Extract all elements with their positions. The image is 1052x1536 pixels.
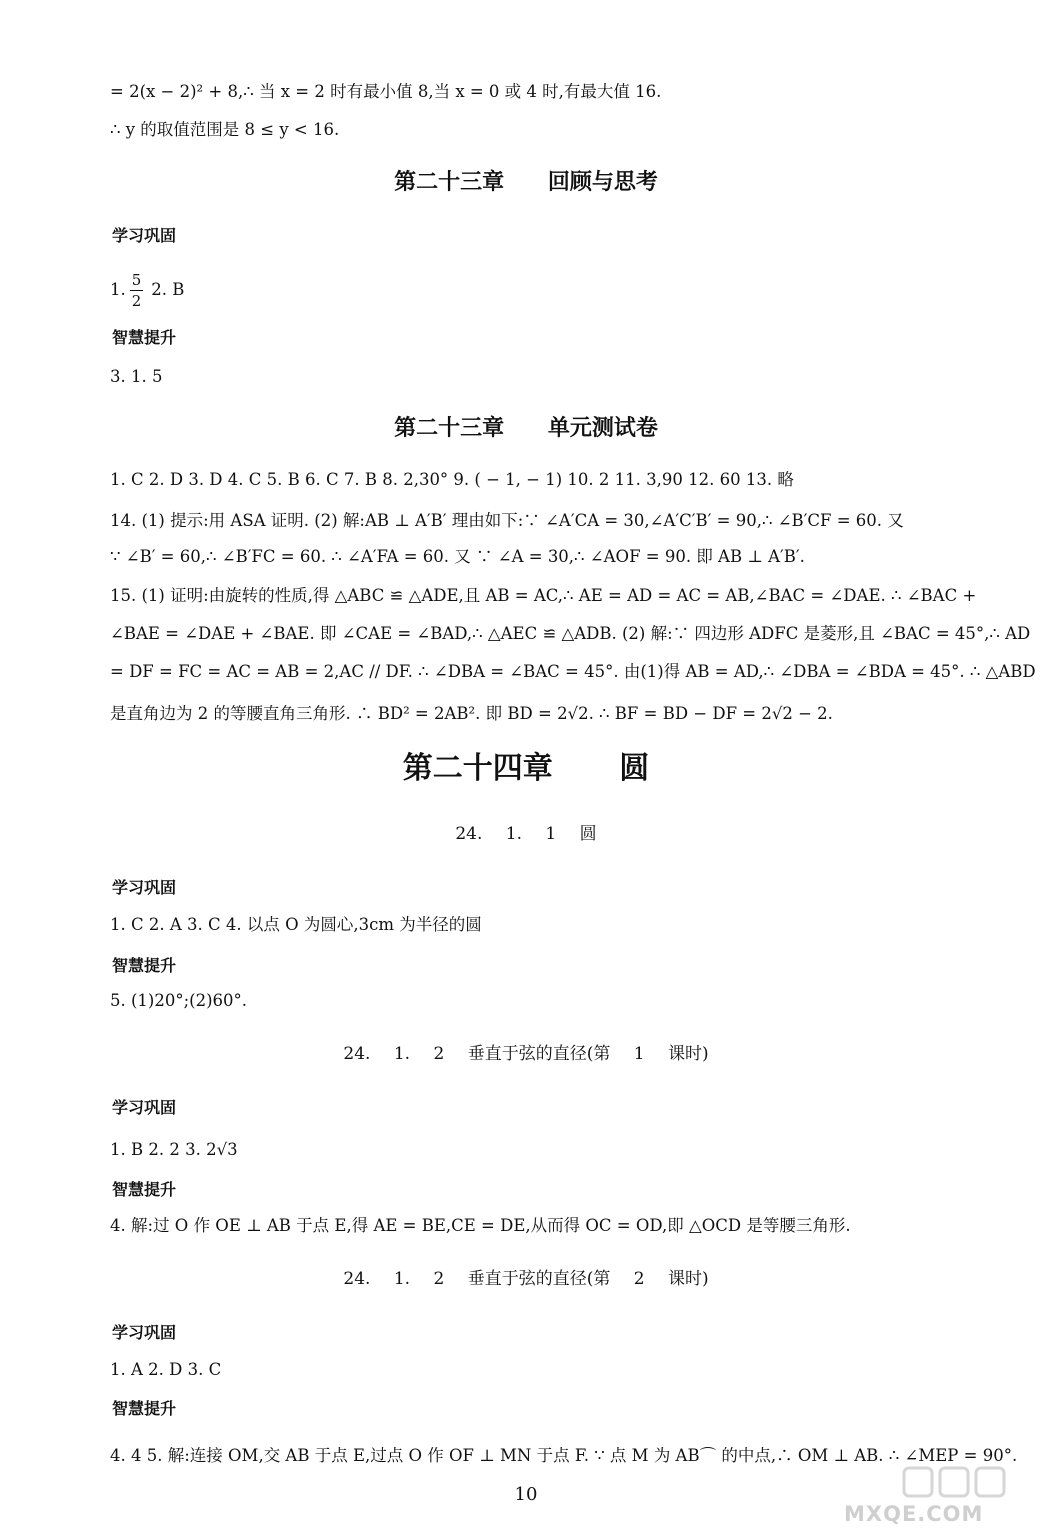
answer-line: ∵ ∠B′ = 60,∴ ∠B′FC = 60. ∴ ∠A′FA = 60. 又 ∵ ∠A = 30,∴ ∠AOF = 90. 即 AB ⊥ A′B′. — [110, 547, 805, 566]
section-label: 学习巩固 — [112, 1098, 177, 1117]
answer-line: 4. 4 5. 解:连接 OM,交 AB 于点 E,过点 O 作 OF ⊥ MN 于点 F. ∵ 点 M 为 AB⌒ 的中点,∴ OM ⊥ AB. ∴ ∠MEP = 90°. — [110, 1446, 1018, 1465]
answer-line: 4. 解:过 O 作 OE ⊥ AB 于点 E,得 AE = BE,CE = DE,从而得 OC = OD,即 △OCD 是等腰三角形. — [110, 1216, 851, 1235]
watermark-text: MXQE.COM — [844, 1502, 984, 1526]
answer-line: 15. (1) 证明:由旋转的性质,得 △ABC ≌ △ADE,且 AB = AC,∴ AE = AD = AC = AB,∠BAC = ∠DAE. ∴ ∠BAC + — [110, 586, 977, 605]
subsection-title: 24. 1. 2 垂直于弦的直径(第 1 课时) — [343, 1044, 709, 1064]
answer-line: 3. 1. 5 — [110, 367, 163, 386]
section-label: 学习巩固 — [112, 1323, 177, 1342]
section-label: 学习巩固 — [112, 226, 177, 245]
page-number: 10 — [514, 1484, 538, 1505]
answer-line — [110, 270, 1022, 311]
chapter-title: 第二十四章 圆 — [402, 751, 650, 786]
section-label: 智慧提升 — [112, 1399, 177, 1418]
watermark — [844, 1462, 1034, 1528]
subsection-title: 24. 1. 1 圆 — [455, 824, 597, 844]
answer-line: ∴ y 的取值范围是 8 ≤ y < 16. — [110, 120, 340, 139]
answer-text: 2. B — [151, 280, 185, 299]
section-label: 智慧提升 — [112, 956, 177, 975]
answer-number: 1. — [110, 280, 126, 299]
answer-line: 14. (1) 提示:用 ASA 证明. (2) 解:AB ⊥ A′B′ 理由如下:∵ ∠A′CA = 30,∠A′C′B′ = 90,∴ ∠B′CF = 60. 又 — [110, 511, 904, 530]
answer-line: 1. C 2. A 3. C 4. 以点 O 为圆心,3cm 为半径的圆 — [110, 915, 482, 934]
section-label: 智慧提升 — [112, 328, 177, 347]
answer-line: 5. (1)20°;(2)60°. — [110, 991, 248, 1010]
chapter-title: 第二十三章 回顾与思考 — [394, 170, 658, 195]
answer-line: = 2(x − 2)² + 8,∴ 当 x = 2 时有最小值 8,当 x = 0 或 4 时,有最大值 16. — [110, 82, 662, 101]
section-label: 学习巩固 — [112, 878, 177, 897]
subsection-title: 24. 1. 2 垂直于弦的直径(第 2 课时) — [343, 1269, 709, 1289]
answer-line: 1. B 2. 2 3. 2√3 — [110, 1140, 238, 1159]
answer-line: 1. A 2. D 3. C — [110, 1360, 222, 1379]
answer-line: 1. C 2. D 3. D 4. C 5. B 6. C 7. B 8. 2,30° 9. ( − 1, − 1) 10. 2 11. 3,90 12. 60 13. 略 — [110, 470, 794, 489]
fraction-numerator: 5 — [131, 271, 142, 289]
answer-line: 是直角边为 2 的等腰直角三角形. ∴ BD² = 2AB². 即 BD = 2√2. ∴ BF = BD − DF = 2√2 − 2. — [110, 704, 833, 723]
fraction — [130, 270, 144, 311]
fraction-denominator: 2 — [131, 292, 142, 310]
answer-line: ∠BAE = ∠DAE + ∠BAE. 即 ∠CAE = ∠BAD,∴ △AEC ≌ △ADB. (2) 解:∵ 四边形 ADFC 是菱形,且 ∠BAC = 45°,∴ AD — [110, 624, 1031, 643]
answer-line: = DF = FC = AC = AB = 2,AC // DF. ∴ ∠DBA = ∠BAC = 45°. 由(1)得 AB = AD,∴ ∠DBA = ∠BDA = 45°. ∴ △ABD — [110, 662, 1036, 681]
chapter-title: 第二十三章 单元测试卷 — [394, 416, 658, 441]
watermark-logo-icon — [844, 1462, 1034, 1502]
section-label: 智慧提升 — [112, 1180, 177, 1199]
